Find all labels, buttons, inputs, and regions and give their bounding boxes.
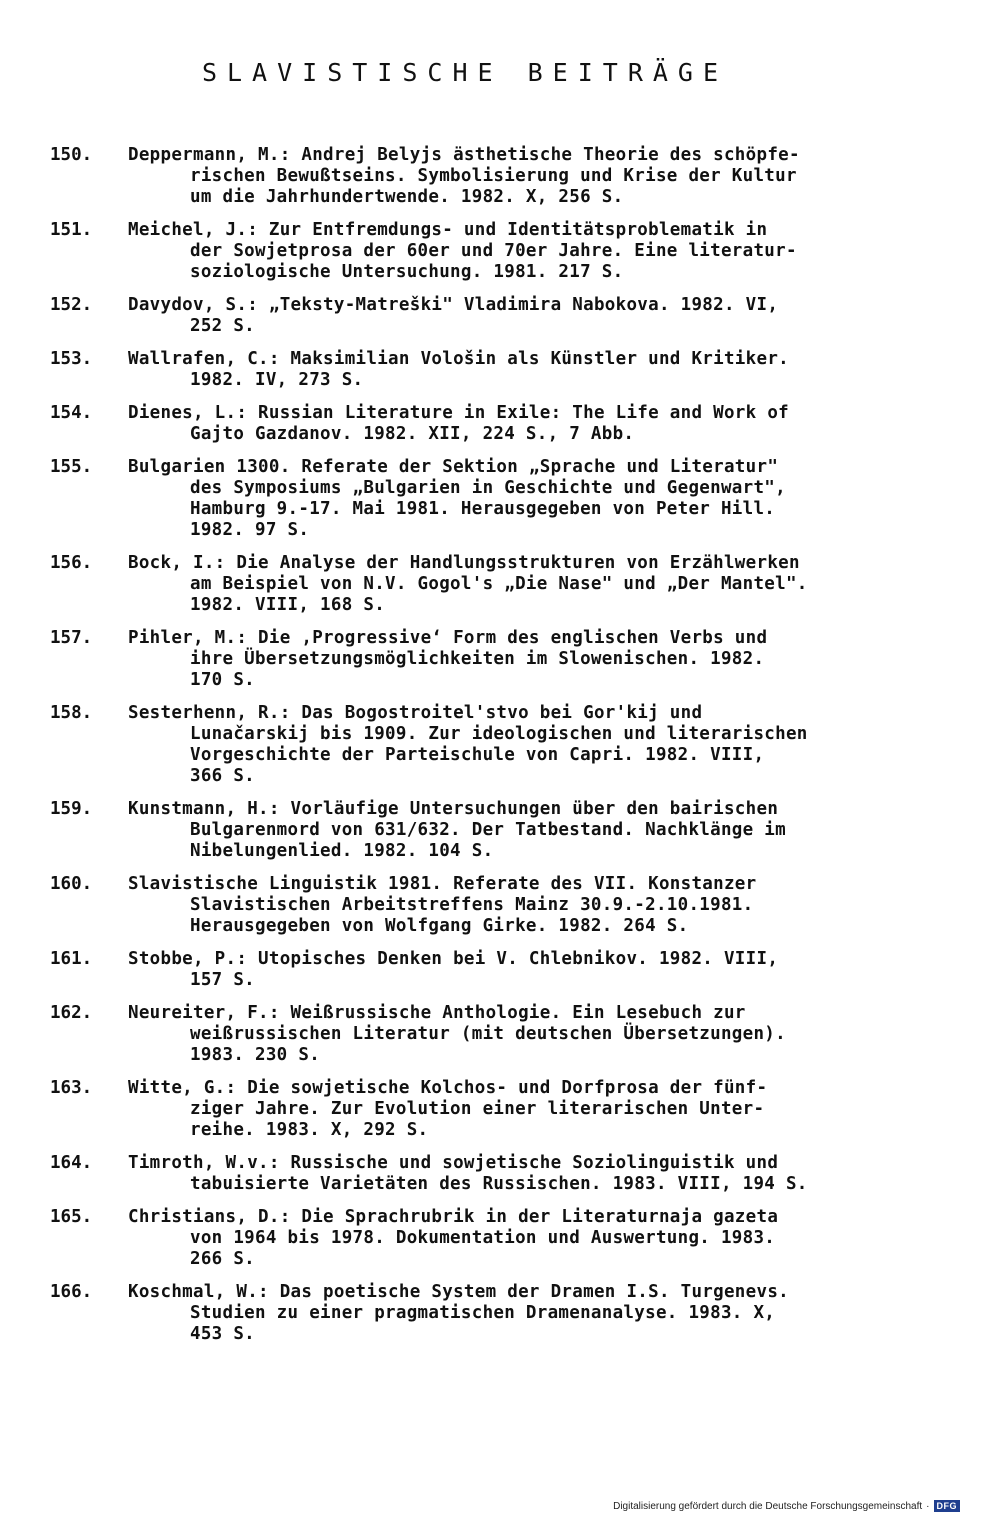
entry-text [128,145,928,208]
entry-number: 151. [50,220,93,240]
entry-line: Bulgarenmord von 631/632. Der Tatbestand. Nachklänge im [190,820,786,840]
entry-line: Koschmal, W.: Das poetische System der Dramen I.S. Turgenevs. [128,1282,789,1302]
list-item [0,145,1000,208]
entry-line: von 1964 bis 1978. Dokumentation und Auswertung. 1983. [190,1228,776,1248]
entry-number: 150. [50,145,93,165]
list-item [0,349,1000,391]
entry-text [128,799,928,862]
footer-credit: Digitalisierung gefördert durch die Deutsche Forschungsgemeinschaft [613,1500,923,1512]
list-item [0,1207,1000,1270]
entry-line: ziger Jahre. Zur Evolution einer literarischen Unter- [190,1099,765,1119]
entry-line: Slavistischen Arbeitstreffens Mainz 30.9.-2.10.1981. [190,895,754,915]
entry-number: 165. [50,1207,93,1227]
entry-line: Bulgarien 1300. Referate der Sektion „Sprache und Literatur" [128,457,779,477]
entry-text [128,703,928,787]
entry-line: 453 S. [190,1324,256,1344]
entry-number: 157. [50,628,93,648]
entry-line: 252 S. [190,316,256,336]
entry-line: Wallrafen, C.: Maksimilian Vološin als Künstler und Kritiker. [128,349,789,369]
list-item [0,457,1000,541]
entry-line: Deppermann, M.: Andrej Belyjs ästhetische Theorie des schöpfe- [128,145,800,165]
list-item [0,553,1000,616]
entry-text [128,1153,928,1195]
entry-text [128,874,928,937]
entry-number: 162. [50,1003,93,1023]
entry-line: soziologische Untersuchung. 1981. 217 S. [190,262,624,282]
entry-line: 266 S. [190,1249,256,1269]
entry-number: 163. [50,1078,93,1098]
entry-number: 154. [50,403,93,423]
entry-text [128,553,928,616]
entry-line: 1982. IV, 273 S. [190,370,364,390]
entry-line: 1982. 97 S. [190,520,310,540]
entry-line: Neureiter, F.: Weißrussische Anthologie. Ein Lesebuch zur [128,1003,746,1023]
entry-text [128,457,928,541]
bibliography-list [0,145,1000,1357]
footer: Digitalisierung gefördert durch die Deutsche Forschungsgemeinschaft · DFG [613,1500,960,1512]
entry-line: Dienes, L.: Russian Literature in Exile: The Life and Work of [128,403,789,423]
entry-text [128,1282,928,1345]
entry-text [128,220,928,283]
list-item [0,1153,1000,1195]
entry-line: Hamburg 9.-17. Mai 1981. Herausgegeben von Peter Hill. [190,499,776,519]
entry-line: 157 S. [190,970,256,990]
entry-text [128,1003,928,1066]
entry-line: Christians, D.: Die Sprachrubrik in der Literaturnaja gazeta [128,1207,779,1227]
entry-line: Lunačarskij bis 1909. Zur ideologischen und literarischen [190,724,808,744]
entry-text [128,1207,928,1270]
list-item [0,295,1000,337]
page-title: SLAVISTISCHE BEITRÄGE [201,58,729,87]
entry-line: tabuisierte Varietäten des Russischen. 1983. VIII, 194 S. [190,1174,808,1194]
entry-line: reihe. 1983. X, 292 S. [190,1120,429,1140]
entry-line: Stobbe, P.: Utopisches Denken bei V. Chlebnikov. 1982. VIII, [128,949,779,969]
entry-number: 160. [50,874,93,894]
entry-line: 1982. VIII, 168 S. [190,595,386,615]
list-item [0,703,1000,787]
entry-line: weißrussischen Literatur (mit deutschen Übersetzungen). [190,1024,786,1044]
dfg-logo: DFG [934,1500,961,1512]
entry-line: Nibelungenlied. 1982. 104 S. [190,841,494,861]
entry-line: 170 S. [190,670,256,690]
entry-line: Gajto Gazdanov. 1982. XII, 224 S., 7 Abb. [190,424,635,444]
entry-number: 159. [50,799,93,819]
list-item [0,1003,1000,1066]
entry-line: 366 S. [190,766,256,786]
entry-text [128,295,928,337]
entry-text [128,403,928,445]
list-item [0,949,1000,991]
entry-number: 152. [50,295,93,315]
entry-line: ihre Übersetzungsmöglichkeiten im Slowenischen. 1982. [190,649,765,669]
list-item [0,874,1000,937]
list-item [0,403,1000,445]
list-item [0,220,1000,283]
list-item [0,628,1000,691]
entry-line: Pihler, M.: Die ‚Progressive‘ Form des englischen Verbs und [128,628,768,648]
entry-number: 155. [50,457,93,477]
entry-line: am Beispiel von N.V. Gogol's „Die Nase" und „Der Mantel". [190,574,808,594]
list-item [0,1078,1000,1141]
entry-line: Slavistische Linguistik 1981. Referate des VII. Konstanzer [128,874,757,894]
entry-line: Studien zu einer pragmatischen Dramenanalyse. 1983. X, [190,1303,776,1323]
entry-text [128,628,928,691]
entry-number: 164. [50,1153,93,1173]
entry-number: 156. [50,553,93,573]
entry-text [128,349,928,391]
entry-line: Bock, I.: Die Analyse der Handlungsstrukturen von Erzählwerken [128,553,800,573]
entry-number: 161. [50,949,93,969]
entry-line: des Symposiums „Bulgarien in Geschichte und Gegenwart", [190,478,786,498]
entry-line: Vorgeschichte der Parteischule von Capri. 1982. VIII, [190,745,765,765]
list-item [0,1282,1000,1345]
entry-line: Davydov, S.: „Teksty-Matreški" Vladimira Nabokova. 1982. VI, [128,295,779,315]
entry-number: 166. [50,1282,93,1302]
entry-text [128,949,928,991]
entry-line: Sesterhenn, R.: Das Bogostroitel'stvo bei Gor'kij und [128,703,703,723]
entry-line: Timroth, W.v.: Russische und sowjetische Soziolinguistik und [128,1153,779,1173]
list-item [0,799,1000,862]
entry-line: Herausgegeben von Wolfgang Girke. 1982. 264 S. [190,916,689,936]
entry-line: rischen Bewußtseins. Symbolisierung und Krise der Kultur [190,166,797,186]
entry-line: um die Jahrhundertwende. 1982. X, 256 S. [190,187,624,207]
entry-number: 153. [50,349,93,369]
entry-line: Meichel, J.: Zur Entfremdungs- und Identitätsproblematik in [128,220,768,240]
entry-line: 1983. 230 S. [190,1045,321,1065]
entry-line: der Sowjetprosa der 60er und 70er Jahre. Eine literatur- [190,241,797,261]
entry-line: Kunstmann, H.: Vorläufige Untersuchungen über den bairischen [128,799,779,819]
entry-line: Witte, G.: Die sowjetische Kolchos- und Dorfprosa der fünf- [128,1078,768,1098]
entry-text [128,1078,928,1141]
entry-number: 158. [50,703,93,723]
